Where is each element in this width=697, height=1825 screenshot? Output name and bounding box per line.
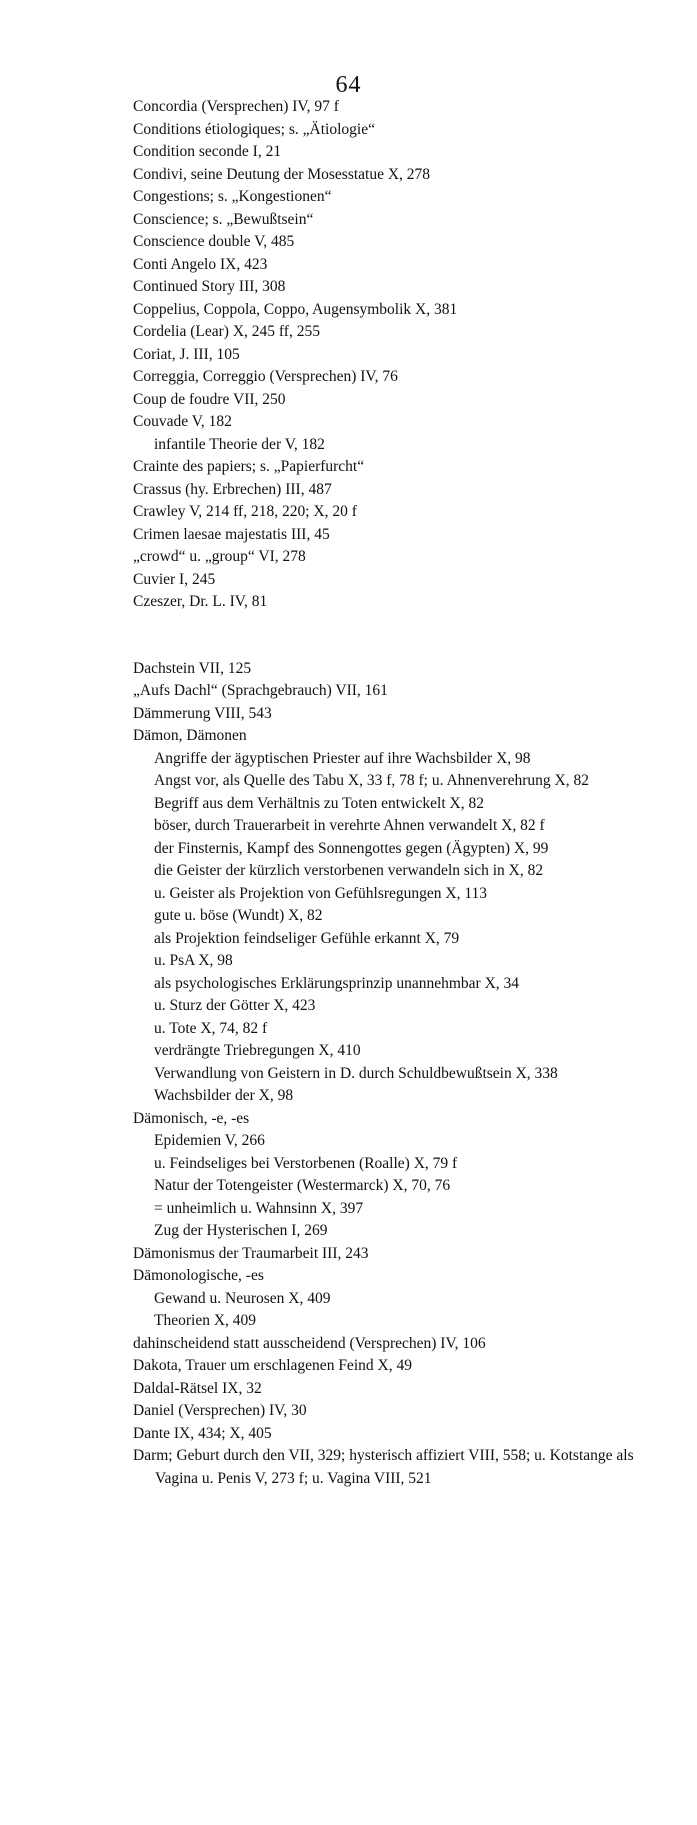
index-subentry: der Finsternis, Kampf des Sonnengottes gegen (Ägypten) X, 99 bbox=[154, 839, 549, 857]
index-subentry: Begriff aus dem Verhältnis zu Toten entwickelt X, 82 bbox=[154, 794, 484, 812]
index-entry: Cordelia (Lear) X, 245 ff, 255 bbox=[133, 323, 320, 340]
index-entry: Daldal-Rätsel IX, 32 bbox=[133, 1379, 262, 1397]
index-subentry: böser, durch Trauerarbeit in verehrte Ahnen verwandelt X, 82 f bbox=[154, 817, 545, 834]
index-entry: Crawley V, 214 ff, 218, 220; X, 20 f bbox=[133, 503, 357, 520]
index-subentry: Epidemien V, 266 bbox=[154, 1132, 265, 1149]
index-subentry: Angst vor, als Quelle des Tabu X, 33 f, 78 f; u. Ahnenverehrung X, 82 bbox=[154, 772, 589, 789]
index-entry: Crassus (hy. Erbrechen) III, 487 bbox=[133, 480, 332, 498]
index-entry: Darm; Geburt durch den VII, 329; hysterisch affiziert VIII, 558; u. Kotstange als Vagina u. Penis V, 273 f; u. Vagina VIII, 521 bbox=[133, 1447, 634, 1487]
index-entry: Dakota, Trauer um erschlagenen Feind X, 49 bbox=[133, 1357, 412, 1374]
index-subentry: Natur der Totengeister (Westermarck) X, 70, 76 bbox=[154, 1177, 451, 1194]
section-gap bbox=[0, 614, 697, 658]
index-entry: Couvade V, 182 bbox=[133, 413, 232, 430]
index-entry: Dämonologische, -es bbox=[133, 1267, 264, 1284]
index-subentry: infantile Theorie der V, 182 bbox=[154, 435, 325, 453]
index-entry: Continued Story III, 308 bbox=[133, 278, 286, 295]
index-entries bbox=[0, 96, 697, 1490]
index-entry: Conscience double V, 485 bbox=[133, 233, 295, 250]
index-subentry: Angriffe der ägyptischen Priester auf ihre Wachsbilder X, 98 bbox=[154, 749, 531, 767]
index-entry: „crowd“ u. „group“ VI, 278 bbox=[133, 548, 306, 565]
index-subentry: u. Sturz der Götter X, 423 bbox=[154, 997, 316, 1014]
index-entry: Conditions étiologiques; s. „Ätiologie“ bbox=[133, 120, 375, 138]
index-subentry: u. PsA X, 98 bbox=[154, 952, 233, 969]
index-entry: dahinscheidend statt ausscheidend (Versprechen) IV, 106 bbox=[133, 1334, 486, 1352]
index-entry: Cuvier I, 245 bbox=[133, 570, 216, 588]
index-entry: Dante IX, 434; X, 405 bbox=[133, 1424, 272, 1442]
index-entry: Conti Angelo IX, 423 bbox=[133, 255, 268, 273]
index-entry: Coup de foudre VII, 250 bbox=[133, 390, 286, 408]
index-subentry: u. Feindseliges bei Verstorbenen (Roalle) X, 79 f bbox=[154, 1154, 458, 1172]
index-entry: Dämon, Dämonen bbox=[133, 727, 247, 744]
index-subentry: = unheimlich u. Wahnsinn X, 397 bbox=[154, 1199, 364, 1217]
index-subentry: Zug der Hysterischen I, 269 bbox=[154, 1222, 328, 1239]
index-entry: Crainte des papiers; s. „Papierfurcht“ bbox=[133, 458, 365, 475]
page-number: 64 bbox=[335, 72, 362, 98]
index-subentry: verdrängte Triebregungen X, 410 bbox=[154, 1042, 361, 1059]
index-subentry: gute u. böse (Wundt) X, 82 bbox=[154, 907, 323, 924]
index-entry: Condition seconde I, 21 bbox=[133, 143, 282, 160]
index-entry: Czeszer, Dr. L. IV, 81 bbox=[133, 593, 268, 610]
index-subentry: als Projektion feindseliger Gefühle erkannt X, 79 bbox=[154, 929, 460, 947]
index-entry: Coppelius, Coppola, Coppo, Augensymbolik X, 381 bbox=[133, 300, 458, 318]
index-entry: Crimen laesae majestatis III, 45 bbox=[133, 525, 330, 543]
index-entry: Dämonisch, -e, -es bbox=[133, 1109, 250, 1127]
index-subentry: Verwandlung von Geistern in D. durch Schuldbewußtsein X, 338 bbox=[154, 1064, 558, 1082]
index-section-c bbox=[0, 96, 697, 614]
index-entry: Dämonismus der Traumarbeit III, 243 bbox=[133, 1244, 369, 1262]
index-subentry: als psychologisches Erklärungsprinzip unannehmbar X, 34 bbox=[154, 974, 520, 992]
index-subentry: u. Geister als Projektion von Gefühlsregungen X, 113 bbox=[154, 884, 488, 902]
index-subentry: Theorien X, 409 bbox=[154, 1312, 257, 1329]
index-entry: „Aufs Dachl“ (Sprachgebrauch) VII, 161 bbox=[133, 682, 388, 699]
index-entry: Coriat, J. III, 105 bbox=[133, 345, 240, 363]
index-entry: Concordia (Versprechen) IV, 97 f bbox=[133, 98, 339, 115]
index-entry: Condivi, seine Deutung der Mosesstatue X, 278 bbox=[133, 165, 431, 183]
index-subentry: Wachsbilder der X, 98 bbox=[154, 1087, 294, 1104]
index-entry: Daniel (Versprechen) IV, 30 bbox=[133, 1402, 307, 1419]
index-section-d bbox=[0, 658, 697, 1491]
index-entry: Congestions; s. „Kongestionen“ bbox=[133, 188, 332, 205]
index-subentry: Gewand u. Neurosen X, 409 bbox=[154, 1289, 331, 1307]
index-entry: Dachstein VII, 125 bbox=[133, 659, 252, 677]
index-entry: Conscience; s. „Bewußtsein“ bbox=[133, 210, 314, 228]
index-subentry: u. Tote X, 74, 82 f bbox=[154, 1019, 268, 1037]
index-entry: Correggia, Correggio (Versprechen) IV, 76 bbox=[133, 368, 398, 385]
index-entry: Dämmerung VIII, 543 bbox=[133, 704, 272, 722]
index-subentry: die Geister der kürzlich verstorbenen verwandeln sich in X, 82 bbox=[154, 862, 544, 879]
